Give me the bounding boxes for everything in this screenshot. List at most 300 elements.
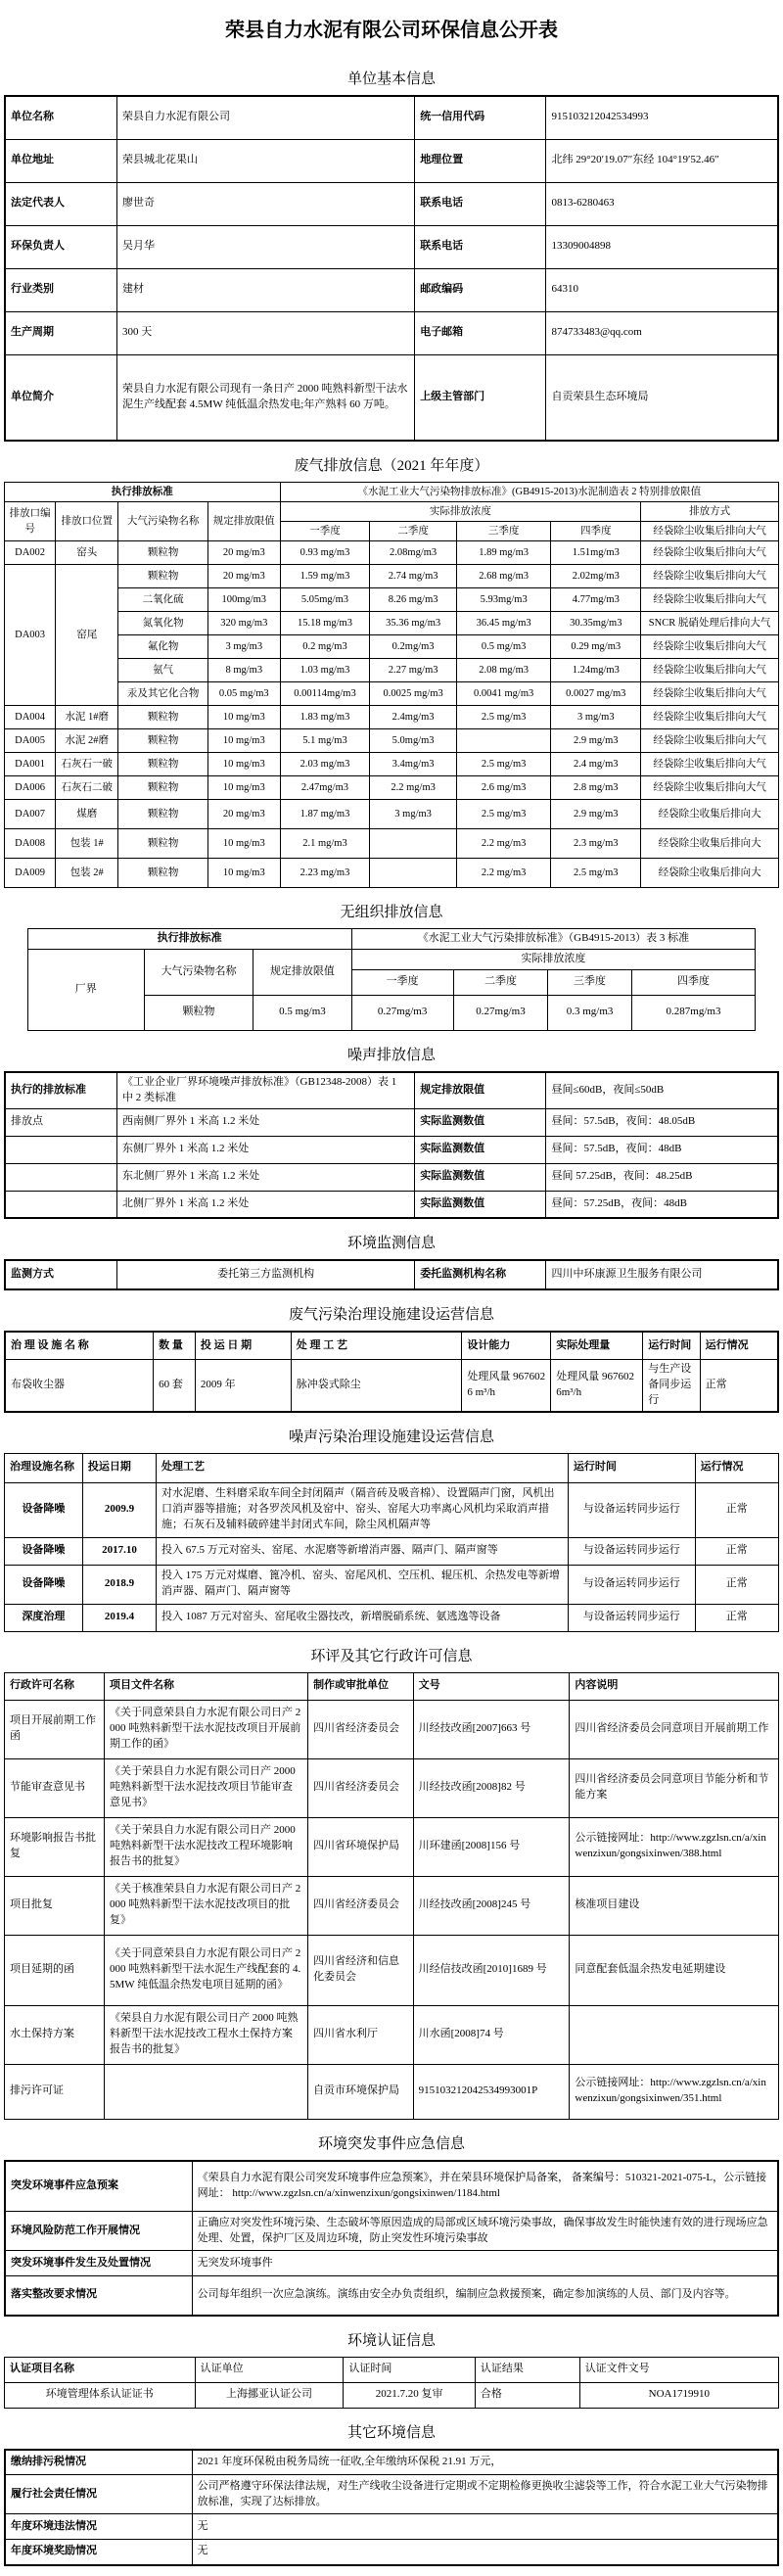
limit: 10 mg/m3 [208,706,281,729]
run-time: 与设备运转同步运行 [568,1537,695,1565]
permit-number: 川经技改函[2008]245 号 [413,1876,570,1935]
permit-note: 同意配套低温余热发电延期建设 [570,1935,779,2005]
limit: 10 mg/m3 [208,829,281,859]
field-value: 昼间：57.5dB，夜间：48dB [546,1136,778,1163]
field-label: 环境风险防范工作开展情况 [5,2212,192,2251]
limit: 20 mg/m3 [208,800,281,829]
table-row [27,929,755,950]
limit: 320 mg/m3 [208,612,281,635]
cert-time: 2021.7.20 复审 [344,2382,475,2408]
column-header: 规定排放限值 [208,502,281,541]
run-status: 正常 [695,1565,778,1604]
column-header: 三季度 [548,969,631,995]
column-header: 规定排放限值 [253,949,351,995]
q2-value: 35.36 mg/m3 [370,612,457,635]
table-row [5,612,779,635]
q3-value: 2.08 mg/m3 [456,659,551,682]
q3-value: 2.5 mg/m3 [456,800,551,829]
field-value: 自贡荣县生态环境局 [546,354,778,441]
pollutant: 颗粒物 [118,829,208,859]
q1-value: 2.03 mg/m3 [280,753,370,776]
limit: 100mg/m3 [208,588,281,612]
column-header: 四季度 [631,969,755,995]
field-label: 实际监测数值 [415,1108,546,1136]
monitor-point: 北侧厂界外 1 米高 1.2 米处 [117,1191,415,1218]
section-heading-fugitive: 无组织排放信息 [340,905,443,920]
limit: 0.5 mg/m3 [253,995,351,1030]
field-label: 落实整改要求情况 [5,2276,192,2316]
monitor-point: 东北侧厂界外 1 米高 1.2 米处 [117,1163,415,1191]
other-info-table [4,2449,779,2566]
table-row [5,502,779,522]
column-header: 投 运 日 期 [195,1332,291,1359]
table-row [5,753,779,776]
field-label: 单位地址 [5,139,117,182]
facility-name: 设备降噪 [5,1482,83,1537]
facility-name: 布袋收尘器 [5,1359,154,1411]
q3-value: 0.0041 mg/m3 [456,682,551,706]
noise-treatment-table [4,1453,779,1632]
field-label: 委托监测机构名称 [415,1260,546,1289]
permit-doc: 《关于同意荣县自力水泥有限公司日产 2000 吨熟料新型干法水泥技改项目开展前期工作的函》 [105,1700,308,1758]
column-header: 认证时间 [344,2357,475,2382]
pollutant: 二氧化硫 [118,588,208,612]
outlet-location: 煤磨 [56,800,118,829]
waste-gas-table [4,482,779,888]
field-value: 0813-6280463 [546,182,778,225]
table-row [5,1332,778,1359]
q3-value: 2.5 mg/m3 [456,753,551,776]
outlet-location: 水泥 2#磨 [56,729,118,753]
q4-value: 0.29 mg/m3 [551,635,641,659]
limit: 0.05 mg/m3 [208,682,281,706]
pollutant: 颗粒物 [118,859,208,888]
permit-number: 915103212042534993001P [413,2064,570,2119]
certification-table [4,2357,779,2409]
column-header: 治 理 设 施 名 称 [5,1332,154,1359]
q4-value: 4.77mg/m3 [551,588,641,612]
table-row [5,1482,779,1537]
q3-value: 2.68 mg/m3 [456,565,551,588]
q4-value: 2.02mg/m3 [551,565,641,588]
permit-doc: 《关于同意荣县自力水泥有限公司日产 2000 吨熟料新型干法水泥生产线配套的 4.5MW 纯低温余热发电项目延期的函》 [105,1935,308,2005]
table-row [5,311,778,354]
emission-method: 经袋除尘收集后排向大 [641,829,779,859]
permit-agency: 四川省经济和信息化委员会 [308,1935,414,2005]
outlet-location: 石灰石一破 [56,753,118,776]
q2-value [370,859,457,888]
table-row [5,1163,778,1191]
field-label: 突发环境事件发生及处置情况 [5,2251,192,2276]
column-header: 认证单位 [195,2357,344,2382]
table-row [5,859,779,888]
column-header: 实际处理量 [551,1332,643,1359]
standard-value: 《水泥工业大气污染物排放标准》(GB4915-2013)水泥制造表 2 特别排放限值 [280,483,778,502]
column-header: 四季度 [551,522,641,541]
table-row [5,1565,779,1604]
table-row [5,706,779,729]
table-row [5,635,779,659]
permit-note [570,2005,779,2064]
limit: 20 mg/m3 [208,565,281,588]
column-header: 设计能力 [462,1332,551,1359]
facility-process: 投入 1087 万元对窑头、窑尾收尘器技改，新增脱硝系统、氨逃逸等设备 [157,1604,569,1631]
q1-value: 5.1 mg/m3 [280,729,370,753]
table-row [5,1191,778,1218]
run-time: 与设备运转同步运行 [568,1565,695,1604]
column-header: 投运日期 [82,1453,156,1482]
field-value: 荣县自力水泥有限公司现有一条日产 2000 吨熟料新型干法水泥生产线配套 4.5MW 纯低温余热发电;年产熟料 60 万吨。 [117,354,415,441]
q2-value: 8.26 mg/m3 [370,588,457,612]
field-value: 无突发环境事件 [192,2251,778,2276]
permit-name: 节能审查意见书 [5,1758,105,1817]
permit-note: 公示链接网址：http://www.zgzlsn.cn/a/xinwenzixun/gongsixinwen/351.html [570,2064,779,2119]
field-label: 履行社会责任情况 [5,2475,192,2514]
field-value: 2021 年度环保税由税务局统一征收,全年缴纳环保税 21.91 万元， [192,2450,778,2475]
table-row [5,2212,778,2251]
field-value: 委托第三方监测机构 [117,1260,415,1289]
column-header: 制作或审批单位 [308,1672,414,1700]
q4-value: 2.5 mg/m3 [551,859,641,888]
table-row [5,2276,778,2316]
outlet-location: 包装 1# [56,829,118,859]
column-header: 认证结果 [475,2357,579,2382]
column-header: 行政许可名称 [5,1672,105,1700]
permit-name: 水土保持方案 [5,2005,105,2064]
emission-method: SNCR 脱硝处理后排向大气 [641,612,779,635]
facility-process: 投入 67.5 万元对窑头、窑尾、水泥磨等新增消声器、隔声门、隔声窗等 [157,1537,569,1565]
table-row [5,96,778,139]
pollutant: 氮氧化物 [118,612,208,635]
permit-number: 川经信技改函[2010]1689 号 [413,1935,570,2005]
field-value: 北纬 29°20′19.07″东经 104°19′52.46″ [546,139,778,182]
pollutant: 颗粒物 [118,541,208,565]
run-status: 正常 [695,1482,778,1537]
facility-date: 2019.4 [82,1604,156,1631]
facility-date: 2017.10 [82,1537,156,1565]
field-label: 监测方式 [5,1260,117,1289]
permits-table [4,1672,779,2120]
table-row [5,800,779,829]
limit: 10 mg/m3 [208,729,281,753]
field-label: 邮政编码 [415,268,546,311]
section-heading-permits: 环评及其它行政许可信息 [310,1648,473,1664]
q4-value: 0.0027 mg/m3 [551,682,641,706]
permit-name: 项目批复 [5,1876,105,1935]
emission-method: 经袋除尘收集后排向大气 [641,635,779,659]
noise-emission-table [4,1071,779,1219]
permit-name: 排污许可证 [5,2064,105,2119]
q1-value: 0.00114mg/m3 [280,682,370,706]
permit-doc: 《关于荣县自力水泥有限公司日产 2000 吨熟料新型干法水泥技改项目节能审查意见书》 [105,1758,308,1817]
table-row [5,541,779,565]
pollutant: 颗粒物 [118,753,208,776]
field-value: 无 [192,2540,778,2565]
column-header: 二季度 [370,522,457,541]
table-row [5,776,779,800]
q4-value: 1.24mg/m3 [551,659,641,682]
q2-value: 3 mg/m3 [370,800,457,829]
limit: 3 mg/m3 [208,635,281,659]
table-row [5,1935,779,2005]
permit-number: 川环建函[2008]156 号 [413,1817,570,1876]
q2-value: 0.2mg/m3 [370,635,457,659]
outlet-location: 窑尾 [56,565,118,706]
permit-doc: 《关于荣县自力水泥有限公司日产 2000 吨熟料新型干法水泥技改工程环境影响报告书的批复》 [105,1817,308,1876]
section-heading-basic-info: 单位基本信息 [346,71,436,87]
column-header: 文号 [413,1672,570,1700]
facility-process: 投入 175 万元对煤磨、篦冷机、窑头、窑尾风机、空压机、辊压机、余热发电等新增消声器、隔声门、隔声窗等 [157,1565,569,1604]
q1-value: 1.83 mg/m3 [280,706,370,729]
table-row [5,1359,778,1411]
section-heading-gas-treatment: 废气污染治理设施建设运营信息 [288,1307,494,1324]
emission-method: 经袋除尘收集后排向大气 [641,729,779,753]
field-label: 执行的排放标准 [5,1072,117,1108]
emission-method: 经袋除尘收集后排向大气 [641,706,779,729]
boundary-label: 厂界 [27,949,144,1030]
q3-value: 2.2 mg/m3 [456,829,551,859]
q4-value: 1.51mg/m3 [551,541,641,565]
column-header: 认证文件文号 [579,2357,778,2382]
table-row [5,1700,779,1758]
column-header: 经袋除尘收集后排向大气 [641,522,779,541]
q4-value: 30.35mg/m3 [551,612,641,635]
q3-value: 0.3 mg/m3 [548,995,631,1030]
table-row [5,1672,779,1700]
table-row [5,2382,779,2408]
field-label [5,1136,117,1163]
table-row [5,1260,778,1289]
q3-value: 36.45 mg/m3 [456,612,551,635]
field-value: 荣县自力水泥有限公司 [117,96,415,139]
outlet-code: DA003 [5,565,56,706]
outlet-location: 水泥 1#磨 [56,706,118,729]
q1-value: 1.87 mg/m3 [280,800,370,829]
field-label: 联系电话 [415,225,546,268]
column-header: 内容说明 [570,1672,779,1700]
q3-value: 0.5 mg/m3 [456,635,551,659]
section-heading-noise: 噪声排放信息 [346,1047,436,1063]
table-row [5,2251,778,2276]
emission-method: 经袋除尘收集后排向大气 [641,776,779,800]
permit-name: 项目延期的函 [5,1935,105,2005]
limit: 10 mg/m3 [208,753,281,776]
column-header: 排放方式 [641,502,779,522]
column-header: 排放口位置 [56,502,118,541]
facility-date: 2009.9 [82,1482,156,1537]
table-row [5,1604,779,1631]
q2-value: 2.4mg/m3 [370,706,457,729]
table-row [5,565,779,588]
permit-number: 川经技改函[2007]663 号 [413,1700,570,1758]
actual-capacity: 处理风量 9676026m³/h [551,1359,643,1411]
pollutant: 颗粒物 [118,706,208,729]
standard-label: 执行排放标准 [5,483,281,502]
field-label: 法定代表人 [5,182,117,225]
pollutant: 氟化物 [118,635,208,659]
table-row [5,2357,779,2382]
outlet-code: DA007 [5,800,56,829]
field-value: 荣县城北花果山 [117,139,415,182]
cert-number: NOA1719910 [579,2382,778,2408]
field-value: 正确应对突发性环境污染、生态破坏等原因造成的局部或区域环境污染事故，确保事故发生时能快速有效的进行现场应急处理、处置，保护厂区及周边环境，防止突发性环境污染事故 [192,2212,778,2251]
permit-note: 核准项目建设 [570,1876,779,1935]
table-row [5,588,779,612]
field-value: 13309004898 [546,225,778,268]
field-label [5,1163,117,1191]
limit: 10 mg/m3 [208,776,281,800]
table-row [5,2514,778,2540]
field-label: 年度环境违法情况 [5,2514,192,2540]
section-heading-certification: 环境认证信息 [346,2332,436,2349]
q4-value: 2.9 mg/m3 [551,800,641,829]
table-row [5,2540,778,2565]
q3-value [456,729,551,753]
q1-value: 2.1 mg/m3 [280,829,370,859]
table-row [5,2064,779,2119]
facility-date: 2018.9 [82,1565,156,1604]
permit-note: 公示链接网址：http://www.zgzlsn.cn/a/xinwenzixun/gongsixinwen/388.html [570,1817,779,1876]
facility-process: 对水泥磨、生料磨采取车间全封闭隔声（隔音砖及吸音棉）、设置隔声门窗，风机出口消声器等措施；对各罗茨风机及窑中、窑头、窑尾大功率离心风机均采取消声措施；石灰石及辅料破碎建半封闭式车间，除尘风机隔声等 [157,1482,569,1537]
q2-value: 3.4mg/m3 [370,753,457,776]
q1-value: 0.27mg/m3 [351,995,453,1030]
field-label: 排放点 [5,1108,117,1136]
pollutant: 颗粒物 [118,565,208,588]
emission-method: 经袋除尘收集后排向大气 [641,541,779,565]
q4-value: 2.4 mg/m3 [551,753,641,776]
section-heading-emergency: 环境突发事件应急信息 [317,2135,465,2152]
q1-value: 5.05mg/m3 [280,588,370,612]
column-header: 二季度 [453,969,548,995]
column-header: 运行时间 [643,1332,700,1359]
column-header: 实际排放浓度 [280,502,641,522]
pollutant: 汞及其它化合物 [118,682,208,706]
column-header: 大气污染物名称 [144,949,253,995]
q3-value: 2.6 mg/m3 [456,776,551,800]
field-value: 昼间：57.5dB，夜间：48.05dB [546,1108,778,1136]
field-label: 年度环境奖励情况 [5,2540,192,2565]
limit: 10 mg/m3 [208,859,281,888]
column-header: 运行情况 [695,1453,778,1482]
field-value: 昼间 57.25dB，夜间：48.25dB [546,1163,778,1191]
permit-doc: 《关于核准荣县自力水泥有限公司日产 2000 吨熟料新型干法水泥技改项目的批复》 [105,1876,308,1935]
field-label: 环保负责人 [5,225,117,268]
monitoring-table [4,1259,779,1290]
q1-value: 1.03 mg/m3 [280,659,370,682]
run-status: 正常 [695,1604,778,1631]
table-row [27,949,755,969]
table-row [5,1453,779,1482]
table-row [5,829,779,859]
q4-value: 2.9 mg/m3 [551,729,641,753]
standard-value: 《水泥工业大气污染排放标准》（GB4915-2013）表 3 标准 [351,929,756,950]
table-row [5,729,779,753]
q1-value: 2.47mg/m3 [280,776,370,800]
emission-method: 经袋除尘收集后排向大气 [641,753,779,776]
field-label: 单位名称 [5,96,117,139]
outlet-code: DA006 [5,776,56,800]
q2-value: 0.0025 mg/m3 [370,682,457,706]
field-label: 缴纳排污税情况 [5,2450,192,2475]
field-label: 实际监测数值 [415,1191,546,1218]
field-label: 电子邮箱 [415,311,546,354]
column-header: 运行时间 [568,1453,695,1482]
field-value: 昼间≤60dB，夜间≤50dB [546,1072,778,1108]
column-header: 治理设施名称 [5,1453,83,1482]
permit-name: 项目开展前期工作函 [5,1700,105,1758]
q2-value [370,829,457,859]
run-time: 与设备运转同步运行 [568,1482,695,1537]
q1-value: 0.93 mg/m3 [280,541,370,565]
column-header: 运行情况 [700,1332,778,1359]
outlet-code: DA009 [5,859,56,888]
section-heading-monitoring: 环境监测信息 [346,1236,436,1252]
column-header: 认证项目名称 [5,2357,196,2382]
table-row [5,1758,779,1817]
field-label: 行业类别 [5,268,117,311]
emission-method: 经袋除尘收集后排向大 [641,859,779,888]
field-label: 生产周期 [5,311,117,354]
q3-value: 2.5 mg/m3 [456,706,551,729]
section-heading-waste-gas: 废气排放信息（2021 年年度） [294,458,489,474]
section-heading-noise-treatment: 噪声污染治理设施建设运营信息 [288,1429,494,1445]
column-header: 数 量 [154,1332,196,1359]
column-header: 处理工艺 [157,1453,569,1482]
field-label: 联系电话 [415,182,546,225]
emergency-table [4,2160,779,2317]
cert-result: 合格 [475,2382,579,2408]
q1-value: 0.2 mg/m3 [280,635,370,659]
q3-value: 1.89 mg/m3 [456,541,551,565]
field-value: 四川中环康源卫生服务有限公司 [546,1260,778,1289]
permit-agency: 四川省环境保护局 [308,1817,414,1876]
table-row [5,483,779,502]
permit-note: 四川省经济委员会同意项目开展前期工作 [570,1700,779,1758]
table-row [5,659,779,682]
field-label [5,1191,117,1218]
table-row [5,225,778,268]
emission-method: 经袋除尘收集后排向大 [641,800,779,829]
q2-value: 2.2 mg/m3 [370,776,457,800]
cert-agency: 上海挪亚认证公司 [195,2382,344,2408]
table-row [5,1108,778,1136]
outlet-code: DA005 [5,729,56,753]
pollutant: 颗粒物 [118,729,208,753]
standard-label: 执行排放标准 [27,929,351,950]
permit-agency: 四川省经济委员会 [308,1758,414,1817]
column-header: 项目文件名称 [105,1672,308,1700]
column-header: 实际排放浓度 [351,949,756,969]
q2-value: 2.08mg/m3 [370,541,457,565]
column-header: 大气污染物名称 [118,502,208,541]
outlet-code: DA008 [5,829,56,859]
permit-number: 川经技改函[2008]82 号 [413,1758,570,1817]
run-status: 正常 [695,1537,778,1565]
table-row [5,182,778,225]
column-header: 一季度 [280,522,370,541]
basic-info-table [4,95,779,442]
field-value: 建材 [117,268,415,311]
permit-doc: 《荣县自力水泥有限公司日产 2000 吨熟料新型干法水泥技改工程水土保持方案报告书的批复》 [105,2005,308,2064]
table-row [5,1072,778,1108]
q4-value: 2.3 mg/m3 [551,829,641,859]
q1-value: 2.23 mg/m3 [280,859,370,888]
permit-agency: 四川省经济委员会 [308,1876,414,1935]
q2-value: 0.27mg/m3 [453,995,548,1030]
pollutant: 颗粒物 [144,995,253,1030]
field-value: 300 天 [117,311,415,354]
table-row [5,139,778,182]
